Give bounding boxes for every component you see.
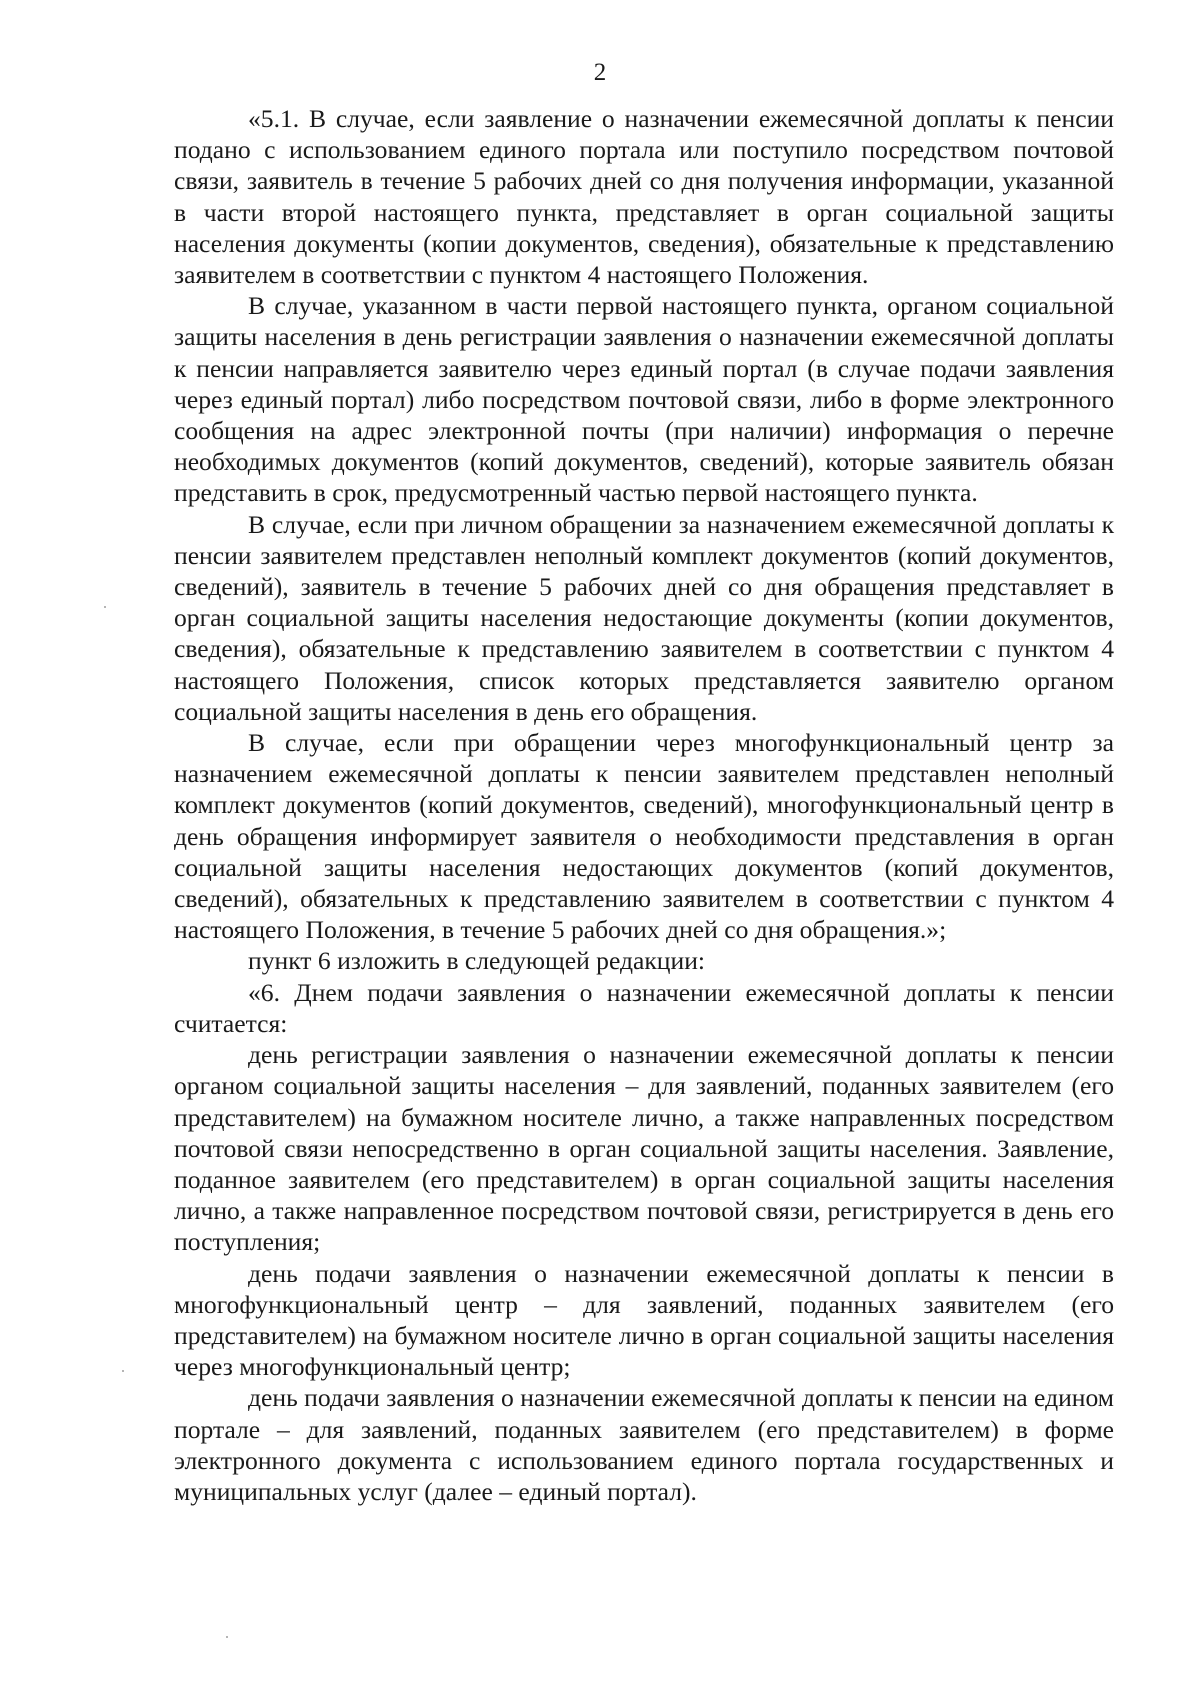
scan-speck [122,1370,124,1372]
scan-speck [226,1636,228,1638]
paragraph-amendment-point-6: пункт 6 изложить в следующей редакции: [248,946,706,976]
page-number: 2 [593,59,607,86]
paragraph-5-1-part-3: В случае, если при личном обращении за назначением ежемесячной доплаты к пенсии заявителем представлен неполный комплект документов (копий документов, сведений), заявитель в течение 5 рабочих дней со дня обращения представляет в орган социальной защиты населения недостающие документы (копии документов, сведения), обязательные к представлению заявителем в соответствии с пунктом 4 настоящего Положения, список которых представляется заявителю органом социальной защиты населения в день его обращения. [174,509,1114,726]
paragraph-6-item-2: день подачи заявления о назначении ежемесячной доплаты к пенсии в многофункциональный центр – для заявлений, поданных заявителем (его представителем) на бумажном носителе лично в орган социальной защиты населения через многофункциональный центр; [174,1258,1114,1382]
scan-speck [104,606,106,608]
paragraph-5-1: «5.1. В случае, если заявление о назначении ежемесячной доплаты к пенсии подано с использованием единого портала или поступило посредством почтовой связи, заявитель в течение 5 рабочих дней со дня получения информации, указанной в части второй настоящего пункта, представляет в орган социальной защиты населения документы (копии документов, сведения), обязательные к представлению заявителем в соответствии с пунктом 4 настоящего Положения. [174,104,1114,290]
paragraph-5-1-part-4: В случае, если при обращении через многофункциональный центр за назначением ежемесячной доплаты к пенсии заявителем представлен неполный комплект документов (копий документов, сведений), многофункциональный центр в день обращения информирует заявителя о необходимости представления в орган социальной защиты населения недостающих документов (копий документов, сведений), обязательных к представлению заявителем в соответствии с пунктом 4 настоящего Положения, в течение 5 рабочих дней со дня обращения.»; [174,728,1114,945]
paragraph-6-item-3: день подачи заявления о назначении ежемесячной доплаты к пенсии на едином портале – для заявлений, поданных заявителем (его представителем) в форме электронного документа с использованием единого портала государственных и муниципальных услуг (далее – единый портал). [174,1383,1114,1506]
paragraph-5-1-part-2: В случае, указанном в части первой настоящего пункта, органом социальной защиты населения в день регистрации заявления о назначении ежемесячной доплаты к пенсии направляется заявителю через единый портал (в случае подачи заявления через единый портал) либо посредством почтовой связи, либо в форме электронного сообщения на адрес электронной почты (при наличии) информация о перечне необходимых документов (копий документов, сведений), которые заявитель обязан представить в срок, предусмотренный частью первой настоящего пункта. [174,291,1114,508]
document-body [174,103,1114,1507]
paragraph-6-intro: «6. Днем подачи заявления о назначении ежемесячной доплаты к пенсии считается: [174,977,1114,1038]
paragraph-6-item-1: день регистрации заявления о назначении ежемесячной доплаты к пенсии органом социальной защиты населения – для заявлений, поданных заявителем (его представителем) на бумажном носителе лично, а также направленных посредством почтовой связи непосредственно в орган социальной защиты населения. Заявление, поданное заявителем (его представителем) в орган социальной защиты населения лично, а также направленное посредством почтовой связи, регистрируется в день его поступления; [174,1040,1114,1257]
